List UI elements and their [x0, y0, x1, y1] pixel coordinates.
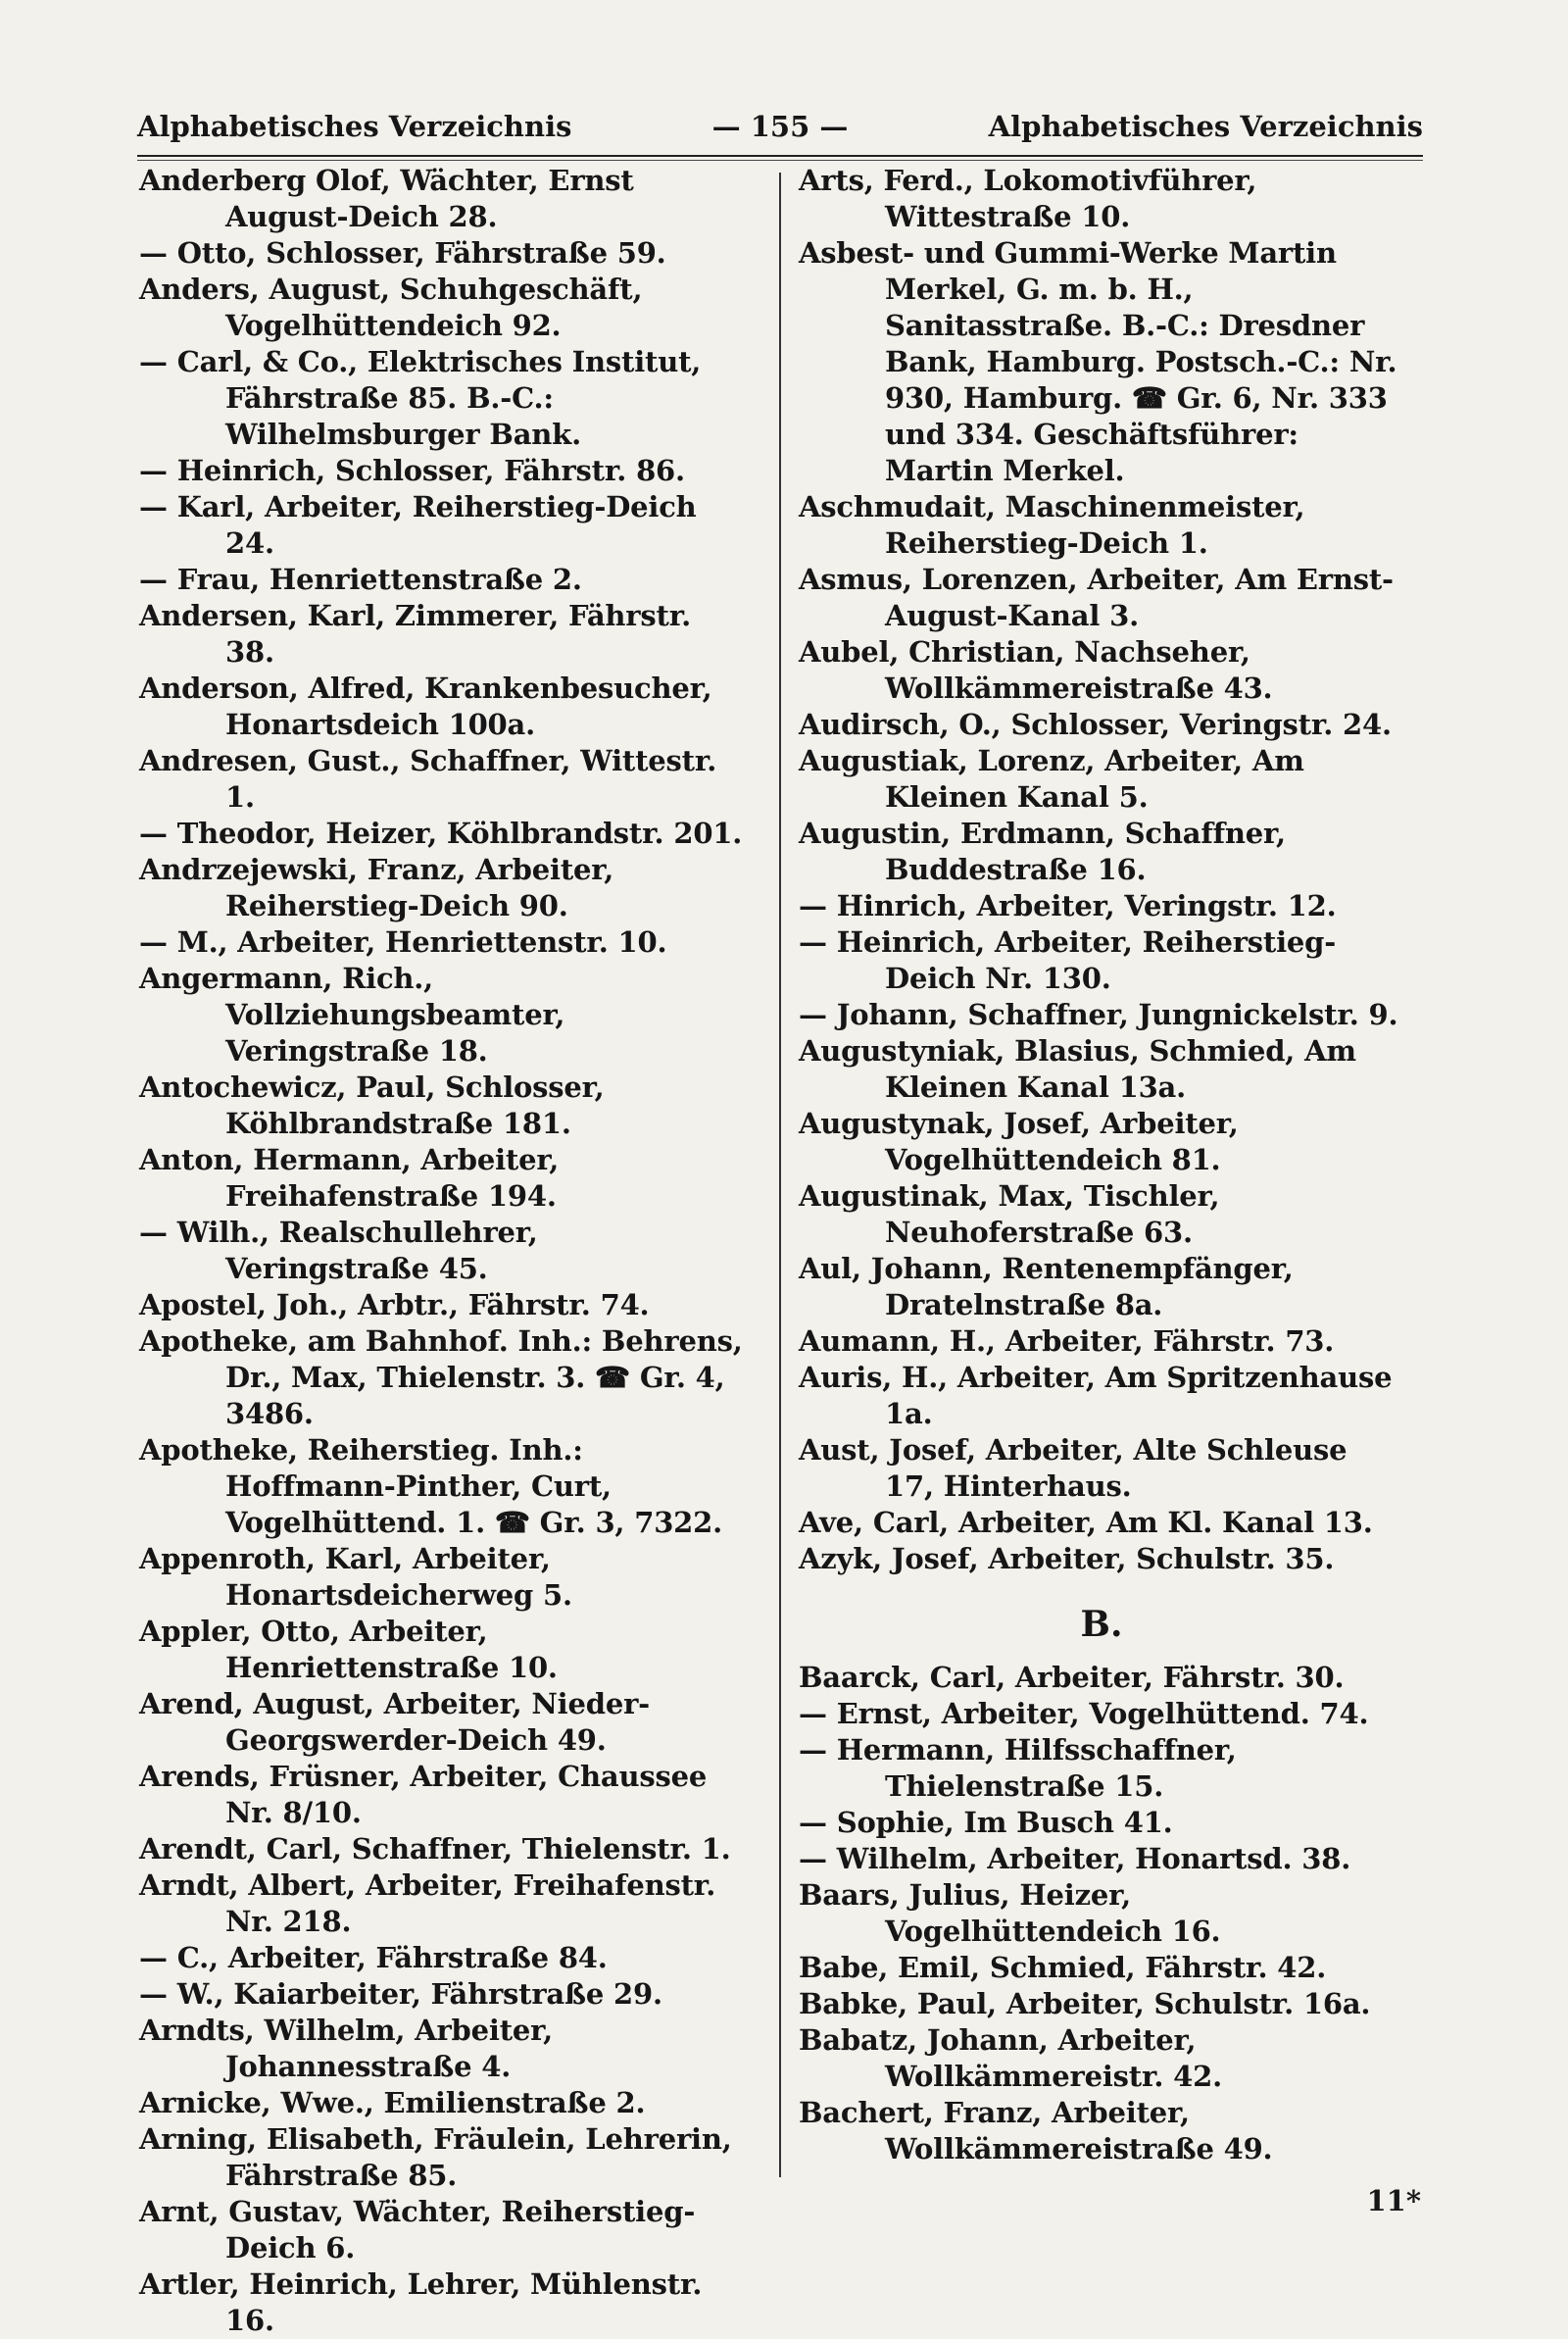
directory-entry: Aumann, H., Arbeiter, Fährstr. 73. [799, 1324, 1335, 1358]
directory-entry: Audirsch, O., Schlosser, Veringstr. 24. [799, 708, 1392, 741]
directory-entry: Baars, Julius, Heizer, Vogelhüttendeich 16. [799, 1878, 1221, 1948]
directory-entry: — Carl, & Co., Elektrisches Institut, Fährstraße 85. B.-C.: Wilhelmsburger Bank. [139, 345, 702, 451]
directory-entry: Augustinak, Max, Tischler, Neuhoferstraße 63. [799, 1179, 1220, 1249]
directory-entry: — Ernst, Arbeiter, Vogelhüttend. 74. [799, 1697, 1369, 1730]
directory-entry: Anderson, Alfred, Krankenbesucher, Honartsdeich 100a. [139, 672, 712, 741]
directory-entry: — Theodor, Heizer, Köhlbrandstr. 201. [139, 817, 743, 850]
directory-entry: Augustynak, Josef, Arbeiter, Vogelhüttendeich 81. [799, 1107, 1239, 1176]
right-column-b-entries [799, 1660, 1404, 2167]
directory-entry: Babe, Emil, Schmied, Fährstr. 42. [799, 1951, 1327, 1984]
directory-entry: Arendt, Carl, Schaffner, Thielenstr. 1. [139, 1832, 731, 1866]
right-column-a-entries [799, 163, 1404, 1577]
directory-entry: Augustyniak, Blasius, Schmied, Am Kleinen Kanal 13a. [799, 1034, 1356, 1104]
directory-entry: — Johann, Schaffner, Jungnickelstr. 9. [799, 998, 1398, 1031]
directory-entry: Arends, Früsner, Arbeiter, Chaussee Nr. 8/10. [139, 1760, 708, 1829]
running-head [137, 110, 1423, 153]
directory-entry: Arnt, Gustav, Wächter, Reiherstieg-Deich 6. [139, 2195, 696, 2264]
directory-entry: Asmus, Lorenzen, Arbeiter, Am Ernst-August-Kanal 3. [799, 563, 1394, 632]
right-column [799, 163, 1404, 2167]
directory-entry: Bachert, Franz, Arbeiter, Wollkämmereistraße 49. [799, 2096, 1273, 2165]
directory-entry: Ave, Carl, Arbeiter, Am Kl. Kanal 13. [799, 1506, 1373, 1539]
directory-entry: Angermann, Rich., Vollziehungsbeamter, Veringstraße 18. [139, 962, 565, 1068]
signature-mark: 11* [1366, 2184, 1421, 2217]
directory-entry: Antochewicz, Paul, Schlosser, Köhlbrandstraße 181. [139, 1070, 605, 1140]
directory-entry: Apostel, Joh., Arbtr., Fährstr. 74. [139, 1288, 650, 1321]
directory-entry: — Wilh., Realschullehrer, Veringstraße 45. [139, 1216, 538, 1285]
directory-entry: — Frau, Henriettenstraße 2. [139, 563, 582, 596]
directory-entry: Anderberg Olof, Wächter, Ernst August-Deich 28. [139, 164, 634, 233]
header-right-title: Alphabetisches Verzeichnis [988, 110, 1423, 143]
directory-entry: Aul, Johann, Rentenempfänger, Dratelnstraße 8a. [799, 1252, 1294, 1321]
directory-entry: — C., Arbeiter, Fährstraße 84. [139, 1941, 608, 1974]
directory-entry: Appler, Otto, Arbeiter, Henriettenstraße 10. [139, 1615, 558, 1684]
directory-entry: Auris, H., Arbeiter, Am Spritzenhause 1a. [799, 1361, 1393, 1430]
directory-entry: Baarck, Carl, Arbeiter, Fährstr. 30. [799, 1661, 1345, 1694]
directory-entry: Arend, August, Arbeiter, Nieder-Georgswerder-Deich 49. [139, 1687, 650, 1757]
column-divider [779, 173, 781, 2177]
directory-entry: — Hermann, Hilfsschaffner, Thielenstraße 15. [799, 1733, 1237, 1803]
directory-entry: Andrzejewski, Franz, Arbeiter, Reiherstieg-Deich 90. [139, 853, 614, 922]
directory-entry: Arts, Ferd., Lokomotivführer, Wittestraße 10. [799, 164, 1257, 233]
directory-entry: Appenroth, Karl, Arbeiter, Honartsdeicherweg 5. [139, 1542, 572, 1612]
directory-entry: Artler, Heinrich, Lehrer, Mühlenstr. 16. [139, 2267, 703, 2337]
directory-entry: Andresen, Gust., Schaffner, Wittestr. 1. [139, 744, 717, 814]
directory-entry: Apotheke, Reiherstieg. Inh.: Hoffmann-Pinther, Curt, Vogelhüttend. 1. ☎ Gr. 3, 7322. [139, 1433, 723, 1539]
directory-entry: Arndts, Wilhelm, Arbeiter, Johannesstraße 4. [139, 2014, 554, 2083]
directory-entry: Babatz, Johann, Arbeiter, Wollkämmereistr. 42. [799, 2023, 1223, 2093]
directory-entry: Babke, Paul, Arbeiter, Schulstr. 16a. [799, 1987, 1371, 2020]
directory-entry: — W., Kaiarbeiter, Fährstraße 29. [139, 1977, 662, 2011]
directory-entry: — Karl, Arbeiter, Reiherstieg-Deich 24. [139, 490, 697, 560]
directory-entry: — M., Arbeiter, Henriettenstr. 10. [139, 925, 667, 959]
directory-entry: Arning, Elisabeth, Fräulein, Lehrerin, Fährstraße 85. [139, 2122, 732, 2192]
directory-entry: Anton, Hermann, Arbeiter, Freihafenstraße 194. [139, 1143, 560, 1213]
directory-entry: — Otto, Schlosser, Fährstraße 59. [139, 236, 666, 270]
header-left-title: Alphabetisches Verzeichnis [137, 110, 572, 143]
header-rule [137, 155, 1423, 161]
section-letter-b: B. [1080, 1604, 1123, 1645]
directory-entry: — Heinrich, Schlosser, Fährstr. 86. [139, 454, 685, 487]
directory-entry: Augustin, Erdmann, Schaffner, Buddestraße 16. [799, 817, 1286, 886]
page-number: — 155 — [711, 110, 849, 143]
directory-entry: — Hinrich, Arbeiter, Veringstr. 12. [799, 889, 1337, 922]
directory-entry: Aust, Josef, Arbeiter, Alte Schleuse 17, Hinterhaus. [799, 1433, 1348, 1503]
directory-entry: — Wilhelm, Arbeiter, Honartsd. 38. [799, 1842, 1351, 1875]
directory-entry: Augustiak, Lorenz, Arbeiter, Am Kleinen Kanal 5. [799, 744, 1304, 814]
directory-entry: Anders, August, Schuhgeschäft, Vogelhüttendeich 92. [139, 273, 643, 342]
directory-entry: Aubel, Christian, Nachseher, Wollkämmereistraße 43. [799, 635, 1273, 705]
directory-entry: Asbest- und Gummi-Werke Martin Merkel, G. m. b. H., Sanitasstraße. B.-C.: Dresdner Bank, Hamburg. Postsch.-C.: Nr. 930, Hamburg. ☎ Gr. 6, Nr. 333 und 334. Geschäftsführer: Martin Merkel. [799, 236, 1397, 487]
directory-entry: Andersen, Karl, Zimmerer, Fährstr. 38. [139, 599, 692, 669]
directory-entry: Arndt, Albert, Arbeiter, Freihafenstr. Nr. 218. [139, 1868, 716, 1938]
directory-entry: Aschmudait, Maschinenmeister, Reiherstieg-Deich 1. [799, 490, 1305, 560]
directory-entry: — Heinrich, Arbeiter, Reiherstieg-Deich Nr. 130. [799, 925, 1337, 995]
directory-entry: Azyk, Josef, Arbeiter, Schulstr. 35. [799, 1542, 1335, 1575]
directory-entry: — Sophie, Im Busch 41. [799, 1806, 1173, 1839]
directory-entry: Arnicke, Wwe., Emilienstraße 2. [139, 2086, 646, 2119]
left-column [139, 163, 745, 2339]
directory-entry: Apotheke, am Bahnhof. Inh.: Behrens, Dr., Max, Thielenstr. 3. ☎ Gr. 4, 3486. [139, 1324, 743, 1430]
